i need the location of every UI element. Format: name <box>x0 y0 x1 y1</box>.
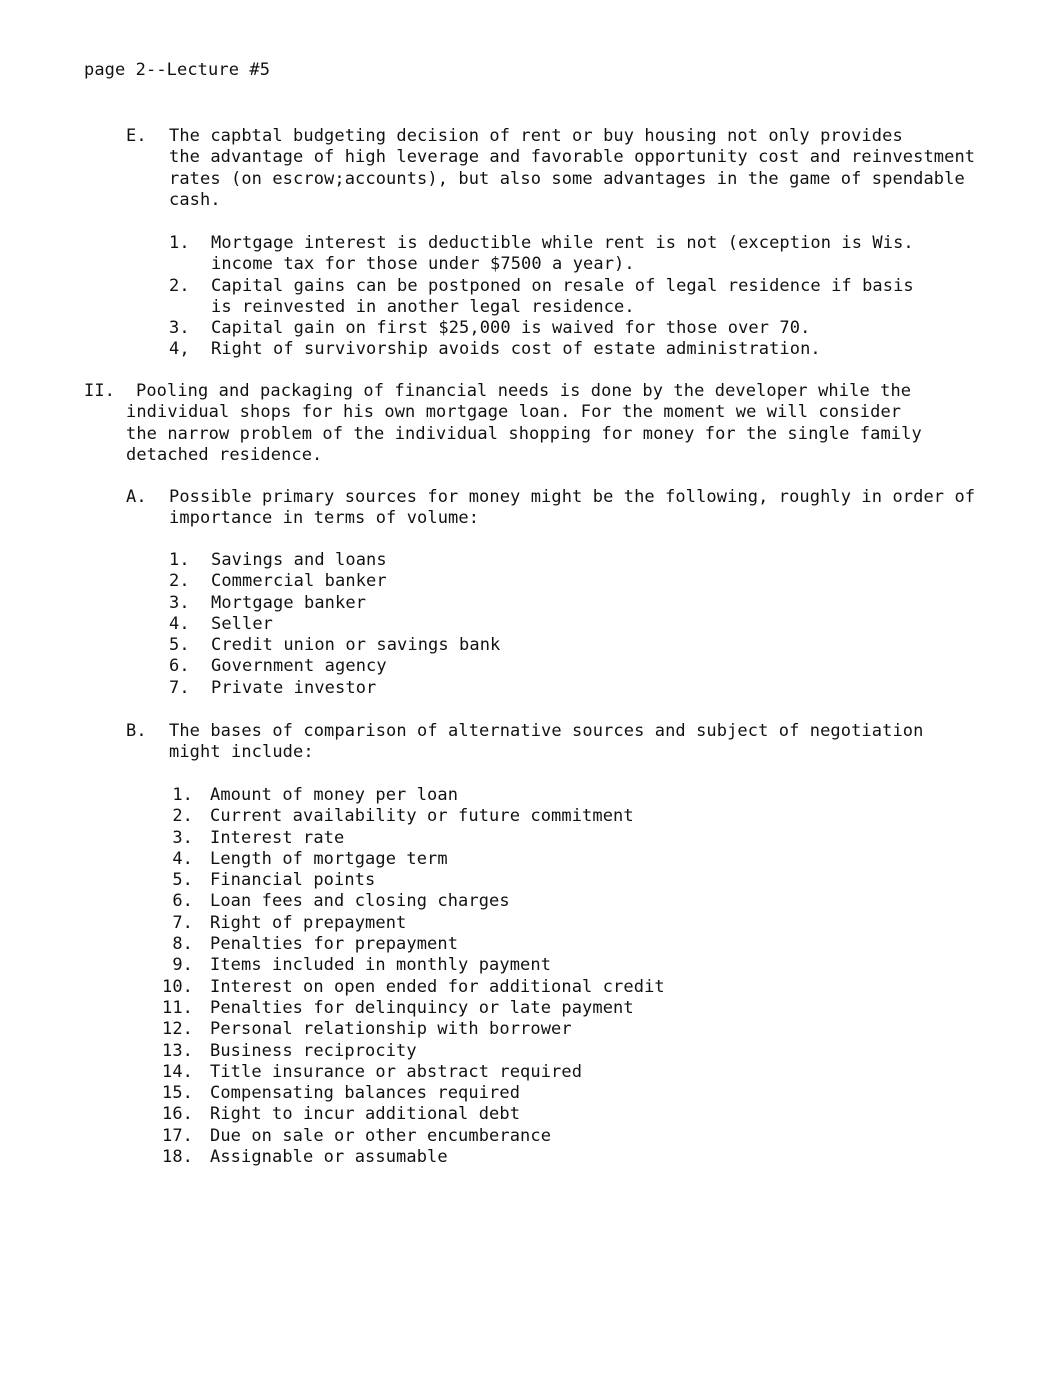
item-text: Due on sale or other encumberance <box>210 1125 552 1146</box>
item-text: Capital gain on first $25,000 is waived for those over 70. <box>211 318 811 339</box>
item-text: Right of survivorship avoids cost of estate administration. <box>211 339 821 360</box>
item-number: 18. <box>161 1147 193 1168</box>
item-text: Items included in monthly payment <box>210 955 552 976</box>
item-text: Loan fees and closing charges <box>210 891 510 912</box>
list-item <box>152 806 665 827</box>
list-item <box>169 678 500 699</box>
item-number: 2. <box>169 275 190 296</box>
item-number: 10. <box>161 976 193 997</box>
item-text: Interest rate <box>210 827 345 848</box>
item-number: 3. <box>169 318 190 339</box>
list-item <box>169 233 914 276</box>
item-text: Personal relationship with borrower <box>210 1019 572 1040</box>
list-item <box>152 955 665 976</box>
list-item <box>152 1041 665 1062</box>
item-text: Commercial banker <box>211 571 387 592</box>
item-text: Business reciprocity <box>210 1040 417 1061</box>
item-text: Penalties for prepayment <box>210 934 459 955</box>
item-number: 2. <box>169 571 190 592</box>
section-b-paragraph <box>169 721 923 764</box>
item-text: Assignable or assumable <box>210 1147 448 1168</box>
item-text: Interest on open ended for additional credit <box>210 976 665 997</box>
page-header: page 2--Lecture #5 <box>84 60 271 80</box>
section-b-label: B. <box>126 721 147 741</box>
item-text: Savings and loans <box>211 550 387 570</box>
item-number: 13. <box>161 1040 193 1061</box>
paragraph-line: the narrow problem of the individual shopping for money for the single family <box>126 423 922 444</box>
item-text: Penalties for delinquincy or late payment <box>210 997 634 1018</box>
item-text: Amount of money per loan <box>210 785 459 805</box>
item-number: 6. <box>172 891 193 912</box>
item-text: Capital gains can be postponed on resale of legal residence if basis <box>211 275 914 296</box>
list-item <box>152 1083 665 1104</box>
list-item <box>152 977 665 998</box>
section-ii-label: II. <box>84 381 116 401</box>
item-text: income tax for those under $7500 a year). <box>211 254 635 275</box>
list-item <box>152 891 665 912</box>
section-e-label: E. <box>126 126 147 146</box>
section-e-paragraph <box>169 126 975 211</box>
list-item <box>152 1019 665 1040</box>
paragraph-line: rates (on escrow;accounts), but also some advantages in the game of spendable <box>169 168 965 189</box>
item-number: 3. <box>172 827 193 848</box>
paragraph-line: individual shops for his own mortgage loan. For the moment we will consider <box>126 402 902 423</box>
list-item <box>152 1062 665 1083</box>
item-text: Length of mortgage term <box>210 848 448 869</box>
paragraph-line: might include: <box>169 742 314 763</box>
list-item <box>152 913 665 934</box>
section-a-label: A. <box>126 487 147 507</box>
item-text: Current availability or future commitment <box>210 806 634 827</box>
list-item <box>169 550 500 571</box>
list-item <box>169 318 914 339</box>
item-text: Compensating balances required <box>210 1083 521 1104</box>
section-a-list <box>169 550 500 699</box>
item-text: is reinvested in another legal residence. <box>211 296 635 317</box>
item-number: 7. <box>172 912 193 933</box>
item-number: 1. <box>172 785 193 805</box>
paragraph-line: The bases of comparison of alternative sources and subject of negotiation <box>169 721 924 741</box>
list-item <box>152 785 665 806</box>
item-number: 15. <box>161 1083 193 1104</box>
item-number: 5. <box>169 635 190 656</box>
list-item <box>152 998 665 1019</box>
item-number: 8. <box>172 934 193 955</box>
list-item <box>152 1126 665 1147</box>
list-item <box>169 593 500 614</box>
section-ii-paragraph <box>126 381 922 466</box>
item-text: Government agency <box>211 656 387 677</box>
item-text: Credit union or savings bank <box>211 635 501 656</box>
list-item <box>152 1104 665 1125</box>
list-item <box>169 635 500 656</box>
item-number: 6. <box>169 656 190 677</box>
list-item <box>152 934 665 955</box>
list-item <box>152 828 665 849</box>
item-text: Right of prepayment <box>210 912 407 933</box>
list-item <box>169 571 500 592</box>
item-text: Mortgage interest is deductible while rent is not (exception is Wis. <box>211 233 914 253</box>
item-number: 4, <box>169 339 190 360</box>
item-number: 16. <box>161 1104 193 1125</box>
section-a-paragraph <box>169 487 975 530</box>
paragraph-line: the advantage of high leverage and favorable opportunity cost and reinvestment <box>169 147 976 168</box>
section-b-list <box>152 785 665 1168</box>
paragraph-line: cash. <box>169 189 221 210</box>
item-number: 1. <box>169 550 190 570</box>
item-text: Financial points <box>210 870 376 891</box>
item-text: Seller <box>211 613 274 634</box>
item-number: 17. <box>161 1125 193 1146</box>
item-number: 2. <box>172 806 193 827</box>
list-item <box>169 339 914 360</box>
item-text: Mortgage banker <box>211 592 367 613</box>
paragraph-line: Possible primary sources for money might be the following, roughly in order of <box>169 487 976 507</box>
paragraph-line: The capbtal budgeting decision of rent or buy housing not only provides <box>169 126 903 146</box>
item-number: 5. <box>172 870 193 891</box>
item-number: 11. <box>161 997 193 1018</box>
paragraph-line: detached residence. <box>126 444 323 465</box>
section-e-list <box>169 233 914 361</box>
item-number: 14. <box>161 1061 193 1082</box>
item-number: 9. <box>172 955 193 976</box>
list-item <box>152 1147 665 1168</box>
paragraph-line: importance in terms of volume: <box>169 508 480 529</box>
item-number: 3. <box>169 592 190 613</box>
item-number: 12. <box>161 1019 193 1040</box>
item-number: 7. <box>169 677 190 698</box>
item-number: 1. <box>169 233 190 253</box>
list-item <box>169 614 500 635</box>
paragraph-line: Pooling and packaging of financial needs is done by the developer while the <box>136 381 912 401</box>
item-number: 4. <box>169 613 190 634</box>
list-item <box>152 870 665 891</box>
item-text: Right to incur additional debt <box>210 1104 521 1125</box>
list-item <box>169 276 914 319</box>
item-number: 4. <box>172 848 193 869</box>
item-text: Private investor <box>211 677 377 698</box>
list-item <box>152 849 665 870</box>
list-item <box>169 656 500 677</box>
item-text: Title insurance or abstract required <box>210 1061 583 1082</box>
